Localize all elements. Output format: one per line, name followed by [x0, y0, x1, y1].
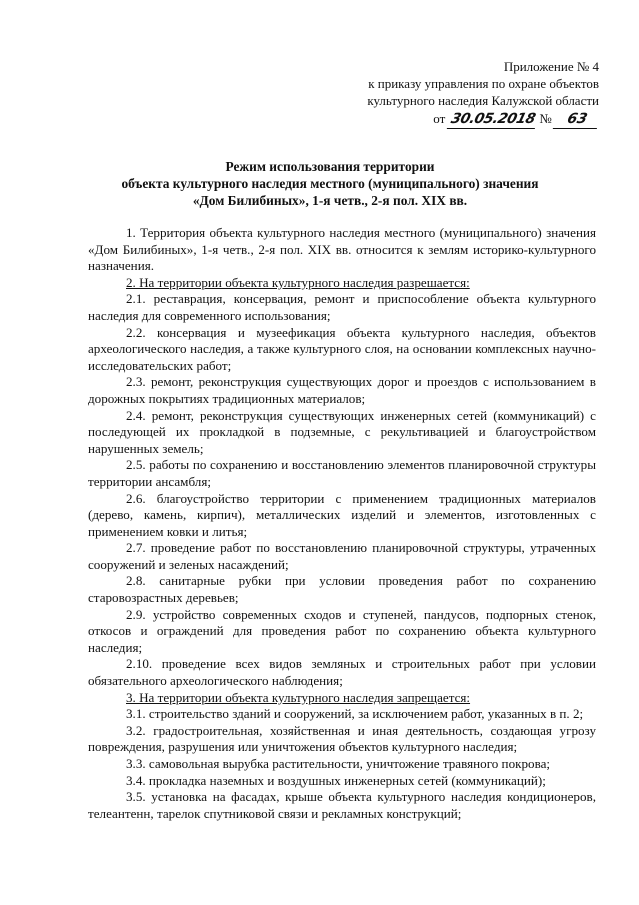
- paragraph-3-3: 3.3. самовольная вырубка растительности, уничтожение травяного покрова;: [126, 756, 551, 771]
- section-2-heading: [88, 275, 596, 292]
- handwritten-number: 63: [553, 111, 601, 129]
- paragraph-1: 1. Территория объекта культурного наследия местного (муниципального) значения «Дом Билибиных», 1-я четв., 2-я пол. XIX вв. относится к землям историко-культурного назначения.: [88, 225, 596, 274]
- title-line-3: «Дом Билибиных», 1-я четв., 2-я пол. XIX вв.: [192, 193, 468, 208]
- number-prefix: №: [539, 111, 552, 126]
- paragraph-2-1: 2.1. реставрация, консервация, ремонт и приспособление объекта культурного наследия для современного использования;: [88, 291, 596, 323]
- appendix-header: [299, 58, 599, 129]
- appendix-order-line1: к приказу управления по охране объектов: [368, 76, 599, 91]
- paragraph-2-8: 2.8. санитарные рубки при условии проведения работ по сохранению старовозрастных деревьев;: [88, 573, 596, 606]
- document-title: [60, 158, 600, 209]
- paragraph-2-3: 2.3. ремонт, реконструкция существующих дорог и проездов с использованием в дорожных покрытиях традиционных материалов;: [88, 374, 596, 406]
- paragraph-3-1: 3.1. строительство зданий и сооружений, за исключением работ, указанных в п. 2;: [126, 706, 584, 722]
- paragraph-3-4: 3.4. прокладка наземных и воздушных инженерных сетей (коммуникаций);: [126, 772, 546, 788]
- date-prefix: от: [433, 111, 446, 126]
- paragraph-2-7: 2.7. проведение работ по восстановлению планировочной структуры, утраченных сооружений и зеленых насаждений;: [88, 540, 596, 572]
- section-3-heading: [88, 690, 596, 707]
- document-body: [88, 225, 596, 822]
- paragraph-2-9: 2.9. устройство современных сходов и ступеней, пандусов, подпорных стенок, откосов и ограждений для проведения работ по сохранению объекта культурного наследия;: [88, 606, 596, 655]
- section-3-heading-text: 3. На территории объекта культурного наследия запрещается:: [126, 689, 471, 705]
- handwritten-date: 30.05.2018: [446, 111, 538, 129]
- paragraph-2-6: 2.6. благоустройство территории с применением традиционных материалов (дерево, камень, кирпич), металлических изделий и элементов, изготовленных с применением ковки и литья;: [88, 490, 596, 539]
- paragraph-3-2: 3.2. градостроительная, хозяйственная и иная деятельность, создающая угрозу повреждения, разрушения или уничтожения объектов культурного наследия;: [88, 722, 596, 755]
- paragraph-3-5: 3.5. установка на фасадах, крыше объекта культурного наследия кондиционеров, телеантенн, тарелок спутниковой связи и рекламных конструкций;: [88, 789, 596, 821]
- order-date-number: [299, 110, 599, 129]
- appendix-order-line2: культурного наследия Калужской области: [367, 93, 599, 108]
- paragraph-2-4: 2.4. ремонт, реконструкция существующих инженерных сетей (коммуникаций) с последующей их прокладкой в подземные, с рекультивацией и благоустройством нарушенных земель;: [88, 407, 596, 456]
- paragraph-2-2: 2.2. консервация и музеефикация объекта культурного наследия, объектов археологического наследия, а также культурного слоя, на основании комплексных научно-исследовательских работ;: [88, 324, 596, 373]
- title-line-2: объекта культурного наследия местного (муниципального) значения: [121, 176, 539, 191]
- paragraph-2-5: 2.5. работы по сохранению и восстановлению элементов планировочной структуры территории ансамбля;: [88, 457, 596, 489]
- paragraph-2-10: 2.10. проведение всех видов земляных и строительных работ при условии обязательного археологического наблюдения;: [88, 656, 596, 689]
- title-line-1: Режим использования территории: [225, 159, 435, 174]
- section-2-heading-text: 2. На территории объекта культурного наследия разрешается:: [126, 274, 470, 290]
- appendix-label: Приложение № 4: [503, 59, 599, 74]
